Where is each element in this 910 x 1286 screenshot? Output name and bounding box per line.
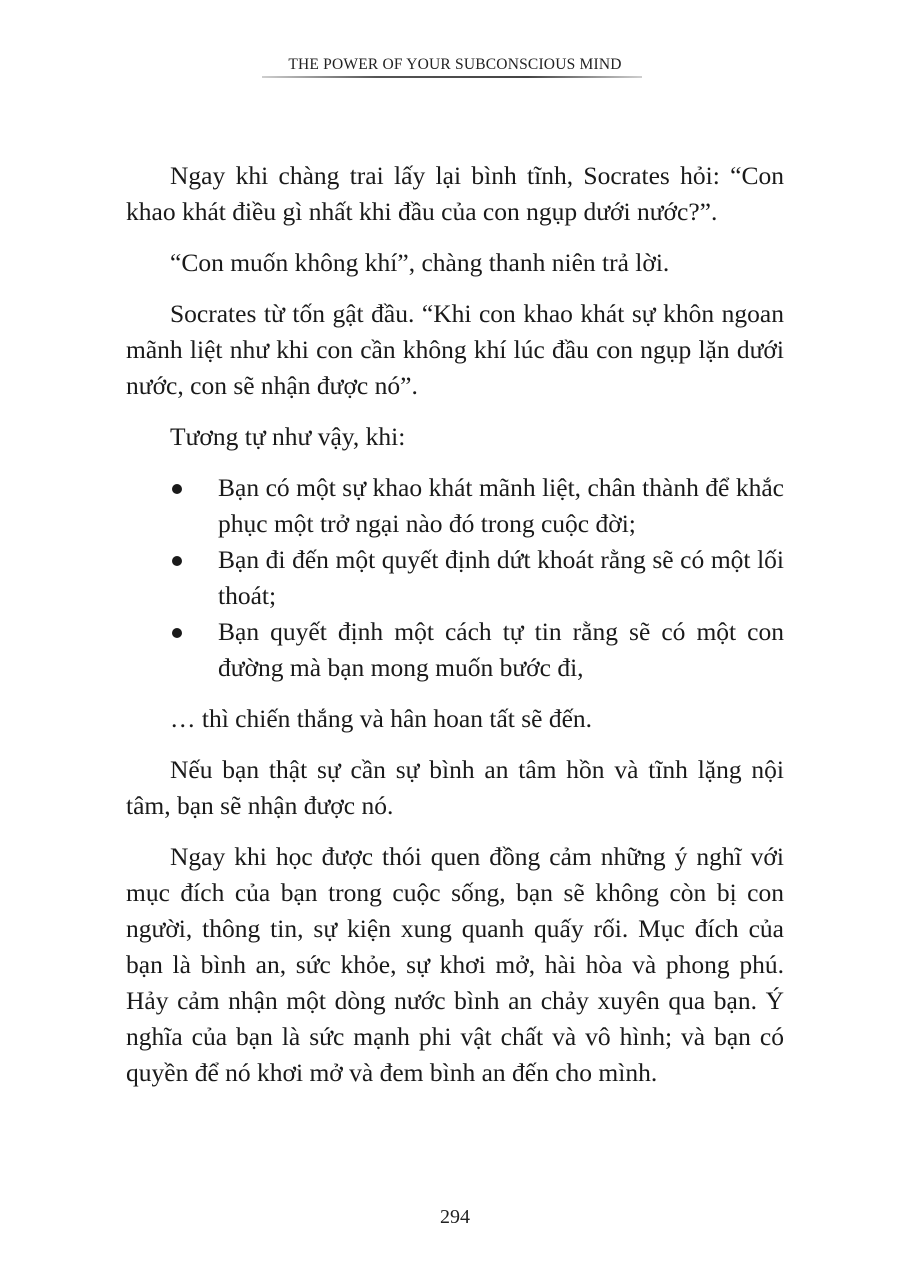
bullet-list [126,470,784,686]
paragraph-victory: … thì chiến thắng và hân hoan tất sẽ đến. [170,704,593,733]
bullet-dot-icon [172,484,182,494]
bullet-dot-icon [172,556,182,566]
bullet-text: Bạn có một sự khao khát mãnh liệt, chân thành để khắc phục một trở ngại nào đó trong cuộc đời; [218,473,784,538]
bullet-item [126,542,784,614]
paragraph-similarly: Tương tự như vậy, khi: [170,422,406,451]
paragraph-socrates-wisdom: Socrates từ tốn gật đầu. “Khi con khao khát sự khôn ngoan mãnh liệt như khi con cần không khí lúc đầu con ngụp lặn dưới nước, con sẽ nhận được nó”. [126,299,784,400]
bullet-dot-icon [172,628,182,638]
paragraph-inner-peace: Nếu bạn thật sự cần sự bình an tâm hồn và tĩnh lặng nội tâm, bạn sẽ nhận được nó. [126,755,784,820]
bullet-item [126,470,784,542]
bullet-text: Bạn đi đến một quyết định dứt khoát rằng sẽ có một lối thoát; [218,545,784,610]
body-text [126,158,784,1106]
header-rule [262,76,642,78]
bullet-item [126,614,784,686]
paragraph-socrates-question: Ngay khi chàng trai lấy lại bình tĩnh, Socrates hỏi: “Con khao khát điều gì nhất khi đầu của con ngụp dưới nước?”. [126,161,784,226]
bullet-text: Bạn quyết định một cách tự tin rằng sẽ có một con đường mà bạn mong muốn bước đi, [218,617,784,682]
paragraph-purpose: Ngay khi học được thói quen đồng cảm những ý nghĩ với mục đích của bạn trong cuộc sống, bạn sẽ không còn bị con người, thông tin, sự kiện xung quanh quấy rối. Mục đích của bạn là bình an, sức khỏe, sự khơi mở, hài hòa và phong phú. Hảy cảm nhận một dòng nước bình an chảy xuyên qua bạn. Ý nghĩa của bạn là sức mạnh phi vật chất và vô hình; và bạn có quyền để nó khơi mở và đem bình an đến cho mình. [126,842,784,1087]
running-header: THE POWER OF YOUR SUBCONSCIOUS MIND [288,56,622,73]
paragraph-young-man-answer: “Con muốn không khí”, chàng thanh niên trả lời. [170,248,670,277]
page-number: 294 [440,1206,470,1228]
